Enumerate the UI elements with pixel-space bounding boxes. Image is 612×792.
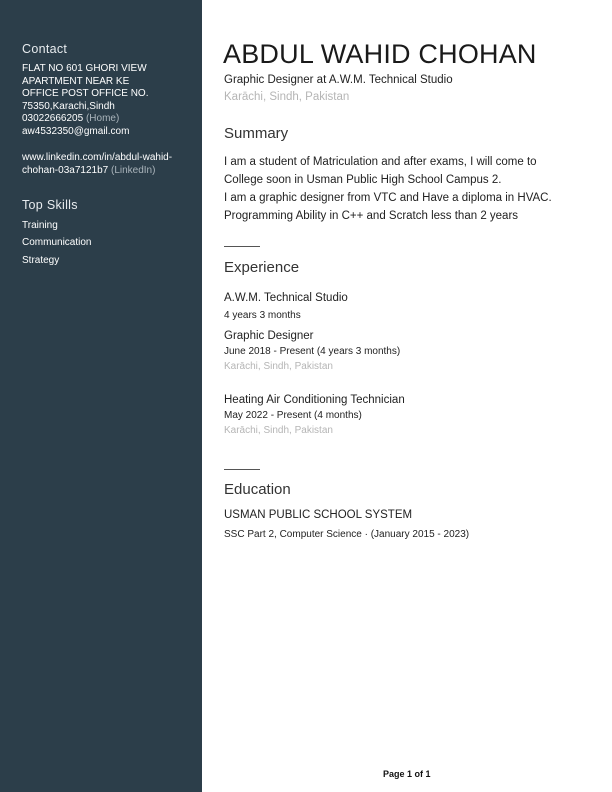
company-duration: 4 years 3 months [224,310,301,321]
company-name: A.W.M. Technical Studio [224,292,348,304]
linkedin-link[interactable] [22,152,172,177]
role-dates: May 2022 - Present (4 months) [224,410,362,421]
sidebar [0,0,202,792]
summary-line: I am a graphic designer from VTC and Have a diploma in HVAC. [224,192,552,204]
skill-item: Communication [22,237,92,248]
address [22,63,149,138]
address-line: 75350,Karachi,Sindh [22,100,115,112]
location: Karāchi, Sindh, Pakistan [224,91,350,103]
role-location: Karāchi, Sindh, Pakistan [224,425,333,436]
contact-heading: Contact [22,42,68,56]
headline: Graphic Designer at A.W.M. Technical Studio [224,74,453,86]
phone [22,113,149,126]
summary-line: College soon in Usman Public High School Campus 2. [224,174,502,186]
role-location: Karāchi, Sindh, Pakistan [224,361,333,372]
education-detail: SSC Part 2, Computer Science · (January 2015 - 2023) [224,529,470,540]
linkedin-url-line: chohan-03a7121b7 [22,164,109,176]
profile-name: ABDUL WAHID CHOHAN [223,39,537,69]
address-line: OFFICE POST OFFICE NO. [22,88,149,99]
summary-line: Programming Ability in C++ and Scratch less than 2 years [224,210,519,222]
address-line: APARTMENT NEAR KE [22,75,130,87]
role-dates: June 2018 - Present (4 years 3 months) [224,346,401,357]
summary-line: I am a student of Matriculation and after exams, I will come to [224,156,537,168]
linkedin-url-line: www.linkedin.com/in/abdul-wahid- [22,152,173,163]
section-divider [224,469,260,470]
role-title: Heating Air Conditioning Technician [224,394,405,406]
skill-item: Strategy [22,255,60,266]
summary-heading: Summary [224,125,289,142]
experience-heading: Experience [224,259,300,276]
summary-text [224,153,552,225]
email-link[interactable]: aw4532350@gmail.com [22,125,130,137]
address-line: FLAT NO 601 GHORI VIEW [22,63,147,74]
education-heading: Education [224,481,291,498]
phone-label: (Home) [85,113,120,124]
top-skills-heading: Top Skills [22,198,78,212]
section-divider [224,246,260,247]
skill-item: Training [22,220,58,231]
role-title: Graphic Designer [224,330,314,342]
phone-number: 03022666205 [22,113,84,124]
school-name: USMAN PUBLIC SCHOOL SYSTEM [224,509,413,521]
linkedin-label: (LinkedIn) [110,164,156,176]
page-number: Page 1 of 1 [383,769,431,779]
